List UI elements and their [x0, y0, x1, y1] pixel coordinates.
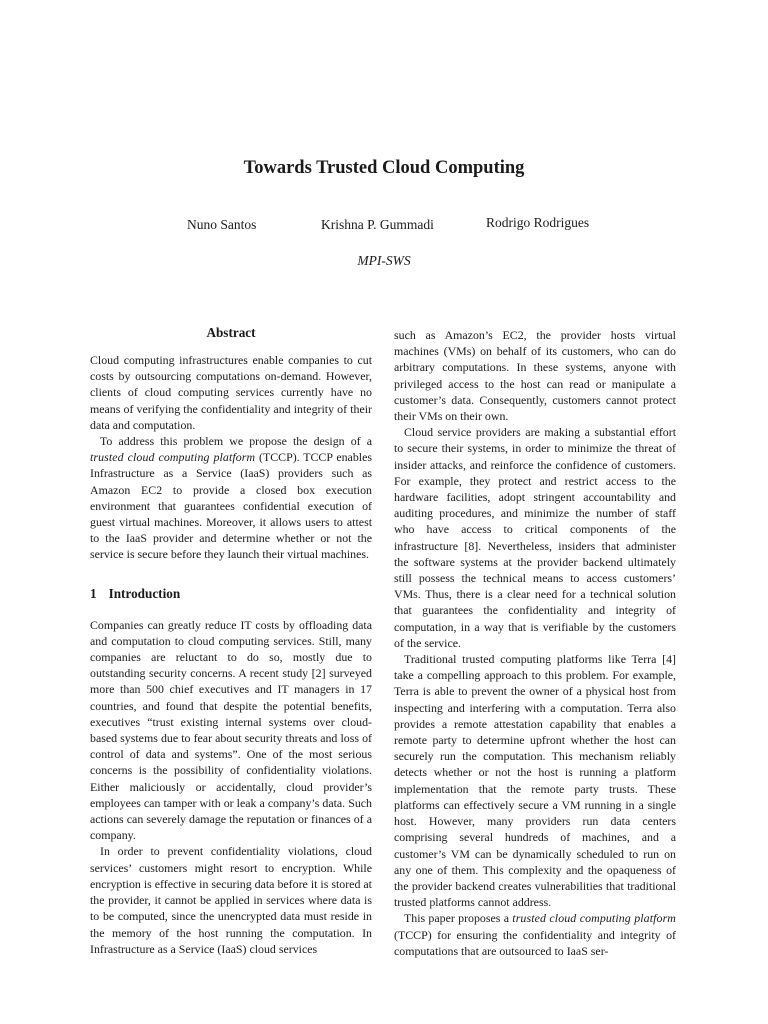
emphasized-term: trusted cloud computing platform: [512, 911, 676, 926]
body-paragraph: Traditional trusted computing platforms like Terra [4] take a compelling approach to this problem. For example, Terra is able to prevent the owner of a physical host from inspecting and interfering with a computation. Terra also provides a remote attestation capability that enables a remote party to determine upfront whether the host can securely run the computation. This mechanism reliably detects whether or not the host is running a platform implementation that the remote party trusts. These platforms can effectively secure a VM running in a single host. However, many providers run data centers comprising several hundreds of machines, and a customer’s VM can be dynamically scheduled to run on any one of them. This complexity and the opaqueness of the provider backend creates vulnerabilities that traditional trusted platforms cannot address.: [394, 652, 676, 910]
section-heading: [90, 585, 372, 603]
emphasized-term: trusted cloud computing platform: [90, 450, 256, 465]
left-column: [90, 324, 372, 957]
body-paragraph: This paper proposes a trusted cloud computing platform (TCCP) for ensuring the confidentiality and integrity of computations that are outsourced to IaaS ser-: [394, 911, 676, 958]
body-paragraph: such as Amazon’s EC2, the provider hosts virtual machines (VMs) on behalf of its customers, who can do arbitrary computations. In these systems, anyone with privileged access to the host can read or manipulate a customer’s data. Consequently, customers cannot protect their VMs on their own.: [394, 328, 676, 424]
right-column: [394, 327, 676, 959]
author-name: Nuno Santos: [187, 217, 257, 232]
abstract-paragraph: To address this problem we propose the design of a trusted cloud computing platform (TCCP). TCCP enables Infrastructure as a Service (IaaS) providers such as Amazon EC2 to provide a closed box execution environment that guarantees confidential execution of guest virtual machines. Moreover, it allows users to attest to the IaaS provider and determine whether or not the service is secure before they launch their virtual machines.: [90, 434, 372, 562]
body-paragraph: In order to prevent confidentiality violations, cloud services’ customers might resort to encryption. While encryption is effective in securing data before it is stored at the provider, it cannot be applied in services where data is to be computed, since the unencrypted data must reside in the memory of the host running the computation. In Infrastructure as a Service (IaaS) cloud services: [90, 844, 372, 956]
paper-title: Towards Trusted Cloud Computing: [243, 158, 525, 178]
body-paragraph: Companies can greatly reduce IT costs by offloading data and computation to cloud computing services. Still, many companies are reluctant to do so, mostly due to outstanding security concerns. A recent study [2] surveyed more than 500 chief executives and IT managers in 17 countries, and found that despite the potential benefits, executives “trust existing internal systems over cloud-based systems due to fear about security threats and loss of control of data and systems”. One of the most serious concerns is the possibility of confidentiality violations. Either maliciously or accidentally, cloud provider’s employees can tamper with or leak a company’s data. Such actions can severely damage the reputation or finances of a company.: [90, 617, 372, 843]
abstract-heading: Abstract: [206, 325, 256, 340]
author-name: Rodrigo Rodrigues: [486, 215, 590, 230]
body-paragraph: Cloud service providers are making a substantial effort to secure their systems, in order to minimize the threat of insider attacks, and reinforce the confidence of customers. For example, they protect and restrict access to the hardware facilities, adopt stringent accountability and auditing procedures, and minimize the number of staff who have access to critical components of the infrastructure [8]. Nevertheless, insiders that administer the software systems at the provider backend ultimately still possess the technical means to access customers’ VMs. Thus, there is a clear need for a technical solution that guarantees the confidentiality and integrity of computation, in a way that is verifiable by the customers of the service.: [394, 425, 676, 650]
affiliation: MPI-SWS: [357, 253, 411, 268]
abstract-paragraph: Cloud computing infrastructures enable companies to cut costs by outsourcing computations on-demand. However, clients of cloud computing services currently have no means of verifying the confidentiality and integrity of their data and computation.: [90, 353, 372, 432]
author-name: Krishna P. Gummadi: [321, 217, 434, 232]
section-title: Introduction: [108, 585, 181, 601]
section-number: 1: [90, 585, 97, 601]
